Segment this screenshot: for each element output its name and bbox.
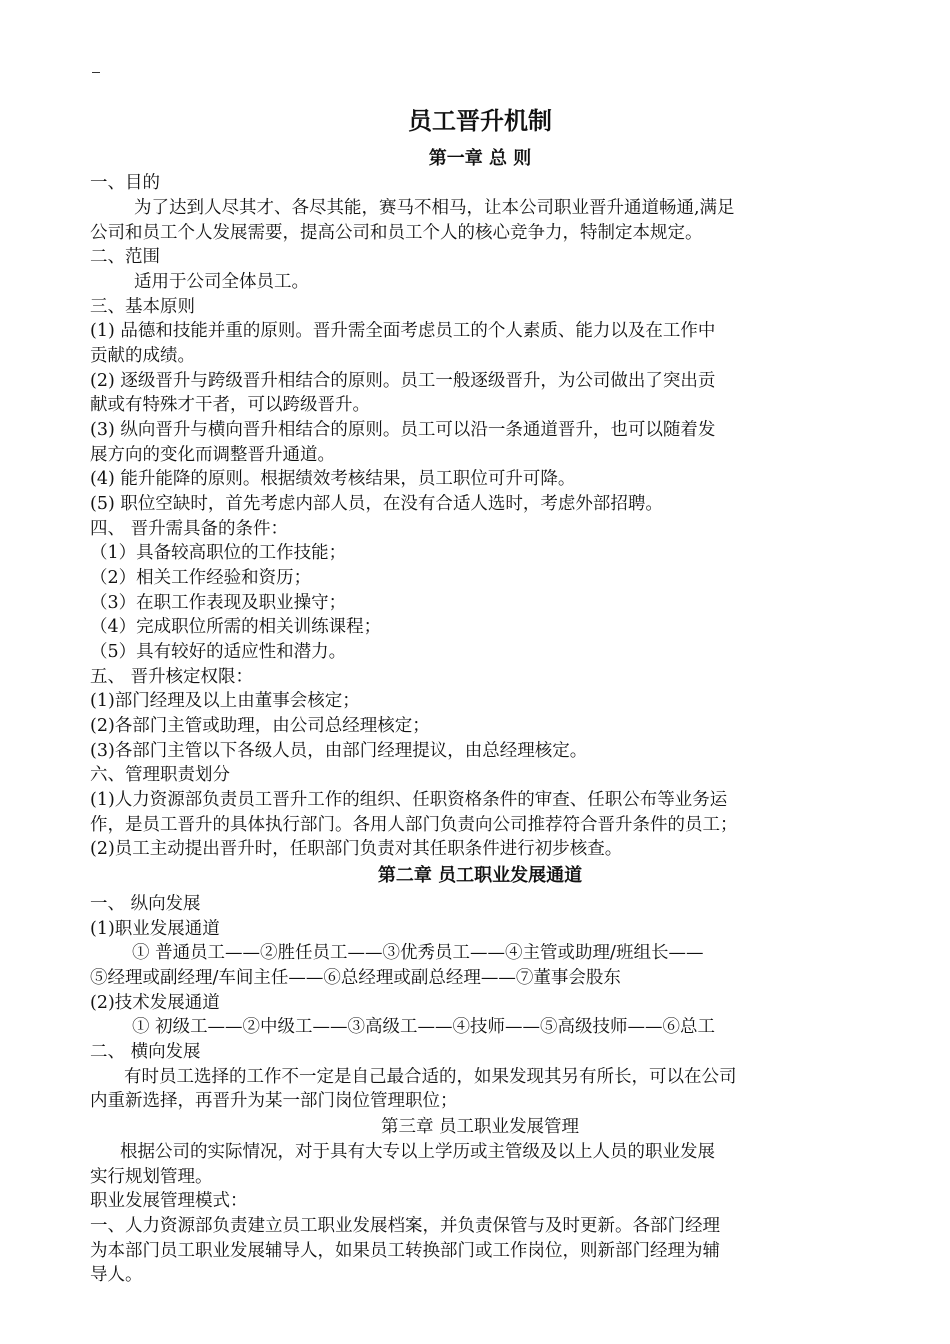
list-item: (5) 职位空缺时，首先考虑内部人员，在没有合适人选时，考虑外部招聘。 xyxy=(90,494,663,514)
management-mode-heading: 职业发展管理模式： xyxy=(90,1191,248,1211)
document-title: 员工晋升机制 xyxy=(408,106,552,135)
section-responsibility-heading: 六、管理职责划分 xyxy=(90,765,230,785)
vertical-development-heading: 一、 纵向发展 xyxy=(90,894,201,914)
list-item: 献或有特殊才干者，可以跨级晋升。 xyxy=(90,395,370,415)
section-conditions-heading: 四、 晋升需具备的条件： xyxy=(90,519,289,539)
paragraph-line: 公司和员工个人发展需要，提高公司和员工个人的核心竞争力，特制定本规定。 xyxy=(90,223,703,243)
list-item: （2）相关工作经验和资历； xyxy=(90,568,312,588)
list-item: (1) 品德和技能并重的原则。晋升需全面考虑员工的个人素质、能力以及在工作中 xyxy=(90,321,716,341)
section-principles-heading: 三、基本原则 xyxy=(90,297,195,317)
list-item: (3) 纵向晋升与横向晋升相结合的原则。员工可以沿一条通道晋升，也可以随着发 xyxy=(90,420,716,440)
paragraph-line: 适用于公司全体员工。 xyxy=(134,272,309,292)
list-item: (2) 逐级晋升与跨级晋升相结合的原则。员工一般逐级晋升，为公司做出了突出贡 xyxy=(90,371,716,391)
horizontal-development-heading: 二、 横向发展 xyxy=(90,1042,201,1062)
list-item: (2)员工主动提出晋升时，任职部门负责对其任职条件进行初步核查。 xyxy=(90,839,623,859)
paragraph-line: 有时员工选择的工作不一定是自己最合适的，如果发现其另有所长，可以在公司 xyxy=(124,1067,737,1087)
paragraph-line: 一、人力资源部负责建立员工职业发展档案，并负责保管与及时更新。各部门经理 xyxy=(90,1216,720,1236)
list-item: (3)各部门主管以下各级人员，由部门经理提议，由总经理核定。 xyxy=(90,741,588,761)
list-item: 展方向的变化而调整晋升通道。 xyxy=(90,445,335,465)
list-item: (2)各部门主管或助理，由公司总经理核定； xyxy=(90,716,430,736)
header-mark xyxy=(92,72,100,73)
technical-path-heading: (2)技术发展通道 xyxy=(90,993,220,1013)
paragraph-line: 实行规划管理。 xyxy=(90,1167,213,1187)
paragraph-line: 内重新选择，再晋升为某一部门岗位管理职位； xyxy=(90,1091,458,1111)
career-path-line: ⑤经理或副经理/车间主任——⑥总经理或副总经理——⑦董事会股东 xyxy=(90,968,621,988)
list-item: （4）完成职位所需的相关训练课程； xyxy=(90,617,382,637)
list-item: 作，是员工晋升的具体执行部门。各用人部门负责向公司推荐符合晋升条件的员工； xyxy=(90,815,738,835)
chapter-1-heading: 第一章 总 则 xyxy=(428,148,532,169)
list-item: 贡献的成绩。 xyxy=(90,346,195,366)
paragraph-line: 根据公司的实际情况，对于具有大专以上学历或主管级及以上人员的职业发展 xyxy=(120,1142,715,1162)
section-scope-heading: 二、范围 xyxy=(90,247,160,267)
list-item: （1）具备较高职位的工作技能； xyxy=(90,543,347,563)
paragraph-line: 为本部门员工职业发展辅导人，如果员工转换部门或工作岗位，则新部门经理为辅 xyxy=(90,1241,720,1261)
chapter-2-heading: 第二章 员工职业发展通道 xyxy=(377,865,583,886)
list-item: （3）在职工作表现及职业操守； xyxy=(90,593,347,613)
career-path-line: ① 普通员工——②胜任员工——③优秀员工——④主管或助理/班组长—— xyxy=(132,943,704,963)
paragraph-line: 为了达到人尽其才、各尽其能，赛马不相马，让本公司职业晋升通道畅通,满足 xyxy=(134,198,735,218)
career-path-heading: (1)职业发展通道 xyxy=(90,919,220,939)
chapter-3-heading: 第三章 员工职业发展管理 xyxy=(380,1117,580,1137)
list-item: (4) 能升能降的原则。根据绩效考核结果，员工职位可升可降。 xyxy=(90,469,576,489)
paragraph-line: 导人。 xyxy=(90,1265,143,1285)
section-authority-heading: 五、 晋升核定权限： xyxy=(90,667,254,687)
list-item: (1)部门经理及以上由董事会核定； xyxy=(90,691,360,711)
list-item: （5）具有较好的适应性和潜力。 xyxy=(90,642,347,662)
technical-path-line: ① 初级工——②中级工——③高级工——④技师——⑤高级技师——⑥总工 xyxy=(132,1017,716,1037)
section-purpose-heading: 一、目的 xyxy=(90,173,160,193)
list-item: (1)人力资源部负责员工晋升工作的组织、任职资格条件的审查、任职公布等业务运 xyxy=(90,790,728,810)
